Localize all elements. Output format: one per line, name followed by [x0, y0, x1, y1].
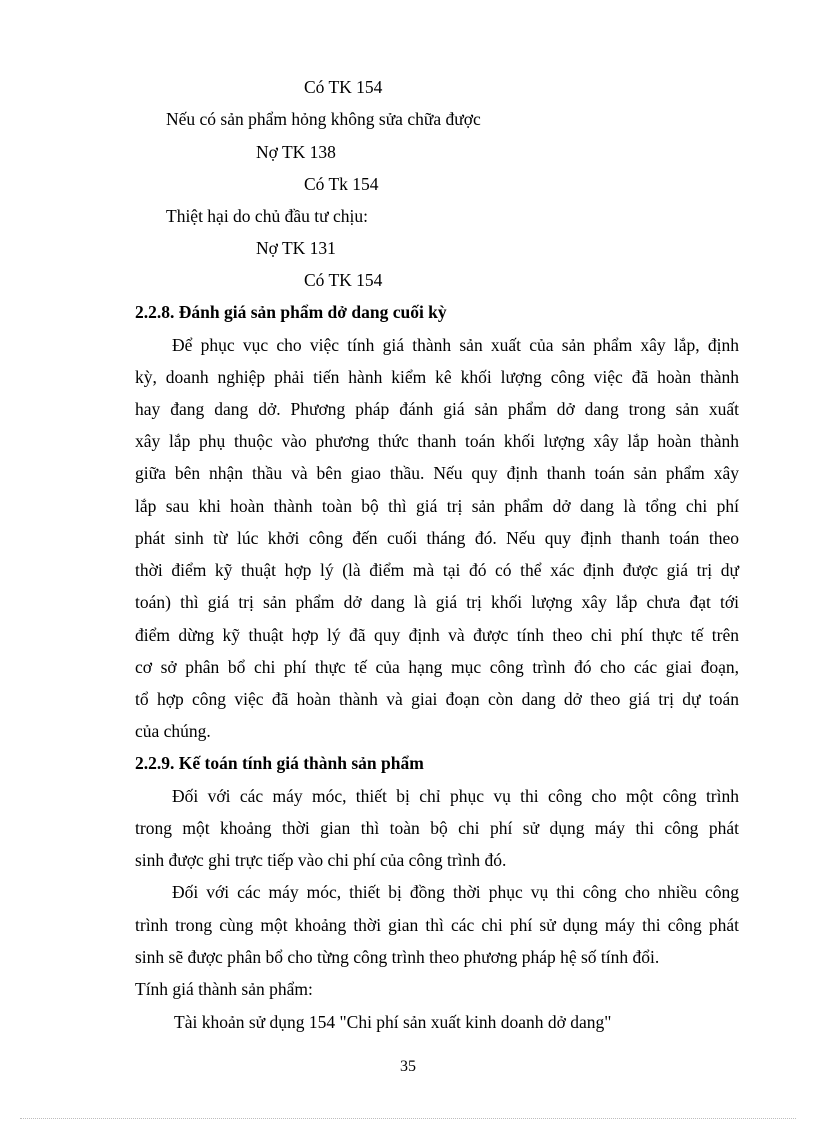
- paragraph-line: xây lắp phụ thuộc vào phương thức thanh toán khối lượng xây lắp hoàn thành: [135, 431, 739, 451]
- paragraph-line: sinh được ghi trực tiếp vào chi phí của công trình đó.: [135, 850, 507, 870]
- paragraph-line: Đối với các máy móc, thiết bị đồng thời phục vụ thi công cho nhiều công: [172, 882, 739, 902]
- paragraph-line: Tài khoản sử dụng 154 "Chi phí sản xuất kinh doanh dở dang": [174, 1012, 612, 1032]
- paragraph-line: lắp sau khi hoàn thành toàn bộ thì giá trị sản phẩm dở dang là tổng chi phí: [135, 496, 739, 516]
- paragraph-line: toán) thì giá trị sản phẩm dở dang là giá trị khối lượng xây lắp chưa đạt tới: [135, 592, 739, 612]
- paragraph-line: điểm dừng kỹ thuật hợp lý đã quy định và được tính theo chi phí thực tế trên: [135, 625, 739, 645]
- entry-debit-131: Nợ TK 131: [256, 238, 336, 258]
- paragraph-line: Đối với các máy móc, thiết bị chỉ phục vụ thi công cho một công trình: [172, 786, 739, 806]
- paragraph-line: hay đang dang dở. Phương pháp đánh giá sản phẩm dở dang trong sản xuất: [135, 399, 739, 419]
- page-number: 35: [400, 1058, 416, 1075]
- paragraph-line: trình trong cùng một khoảng thời gian thì các chi phí sử dụng máy thi công phát: [135, 915, 739, 935]
- paragraph-line: giữa bên nhận thầu và bên giao thầu. Nếu quy định thanh toán sản phẩm xây: [135, 463, 739, 483]
- entry-debit-138: Nợ TK 138: [256, 142, 336, 162]
- paragraph-line: tổ hợp công việc đã hoàn thành và giai đoạn còn dang dở theo giá trị dự toán: [135, 689, 739, 709]
- paragraph-line: sinh sẽ được phân bổ cho từng công trình theo phương pháp hệ số tính đổi.: [135, 947, 660, 967]
- paragraph-line: trong một khoảng thời gian thì toàn bộ chi phí sử dụng máy thi công phát: [135, 818, 739, 838]
- paragraph-line: cơ sở phân bổ chi phí thực tế của hạng mục công trình đó cho các giai đoạn,: [135, 657, 739, 677]
- paragraph-line: phát sinh từ lúc khởi công đến cuối tháng đó. Nếu quy định thanh toán theo: [135, 528, 739, 548]
- entry-defect-note: Nếu có sản phẩm hỏng không sửa chữa được: [166, 109, 481, 129]
- paragraph-line: của chúng.: [135, 721, 211, 741]
- section-heading-229: 2.2.9. Kế toán tính giá thành sản phẩm: [135, 753, 424, 773]
- section-heading-228: 2.2.8. Đánh giá sản phẩm dở dang cuối kỳ: [135, 302, 447, 322]
- entry-credit-154b: Có Tk 154: [304, 174, 379, 194]
- entry-owner-loss: Thiệt hại do chủ đầu tư chịu:: [166, 206, 368, 226]
- paragraph-line: kỳ, doanh nghiệp phải tiến hành kiểm kê khối lượng công việc đã hoàn thành: [135, 367, 739, 387]
- paragraph-line: Tính giá thành sản phẩm:: [135, 979, 313, 999]
- entry-credit-154: Có TK 154: [304, 77, 383, 97]
- paragraph-line: Để phục vục cho việc tính giá thành sản xuất của sản phẩm xây lắp, định: [172, 335, 739, 355]
- page-edge-divider: [20, 1118, 796, 1119]
- entry-credit-154c: Có TK 154: [304, 270, 383, 290]
- paragraph-line: thời điểm kỹ thuật hợp lý (là điểm mà tại đó có thể xác định được giá trị dự: [135, 560, 739, 580]
